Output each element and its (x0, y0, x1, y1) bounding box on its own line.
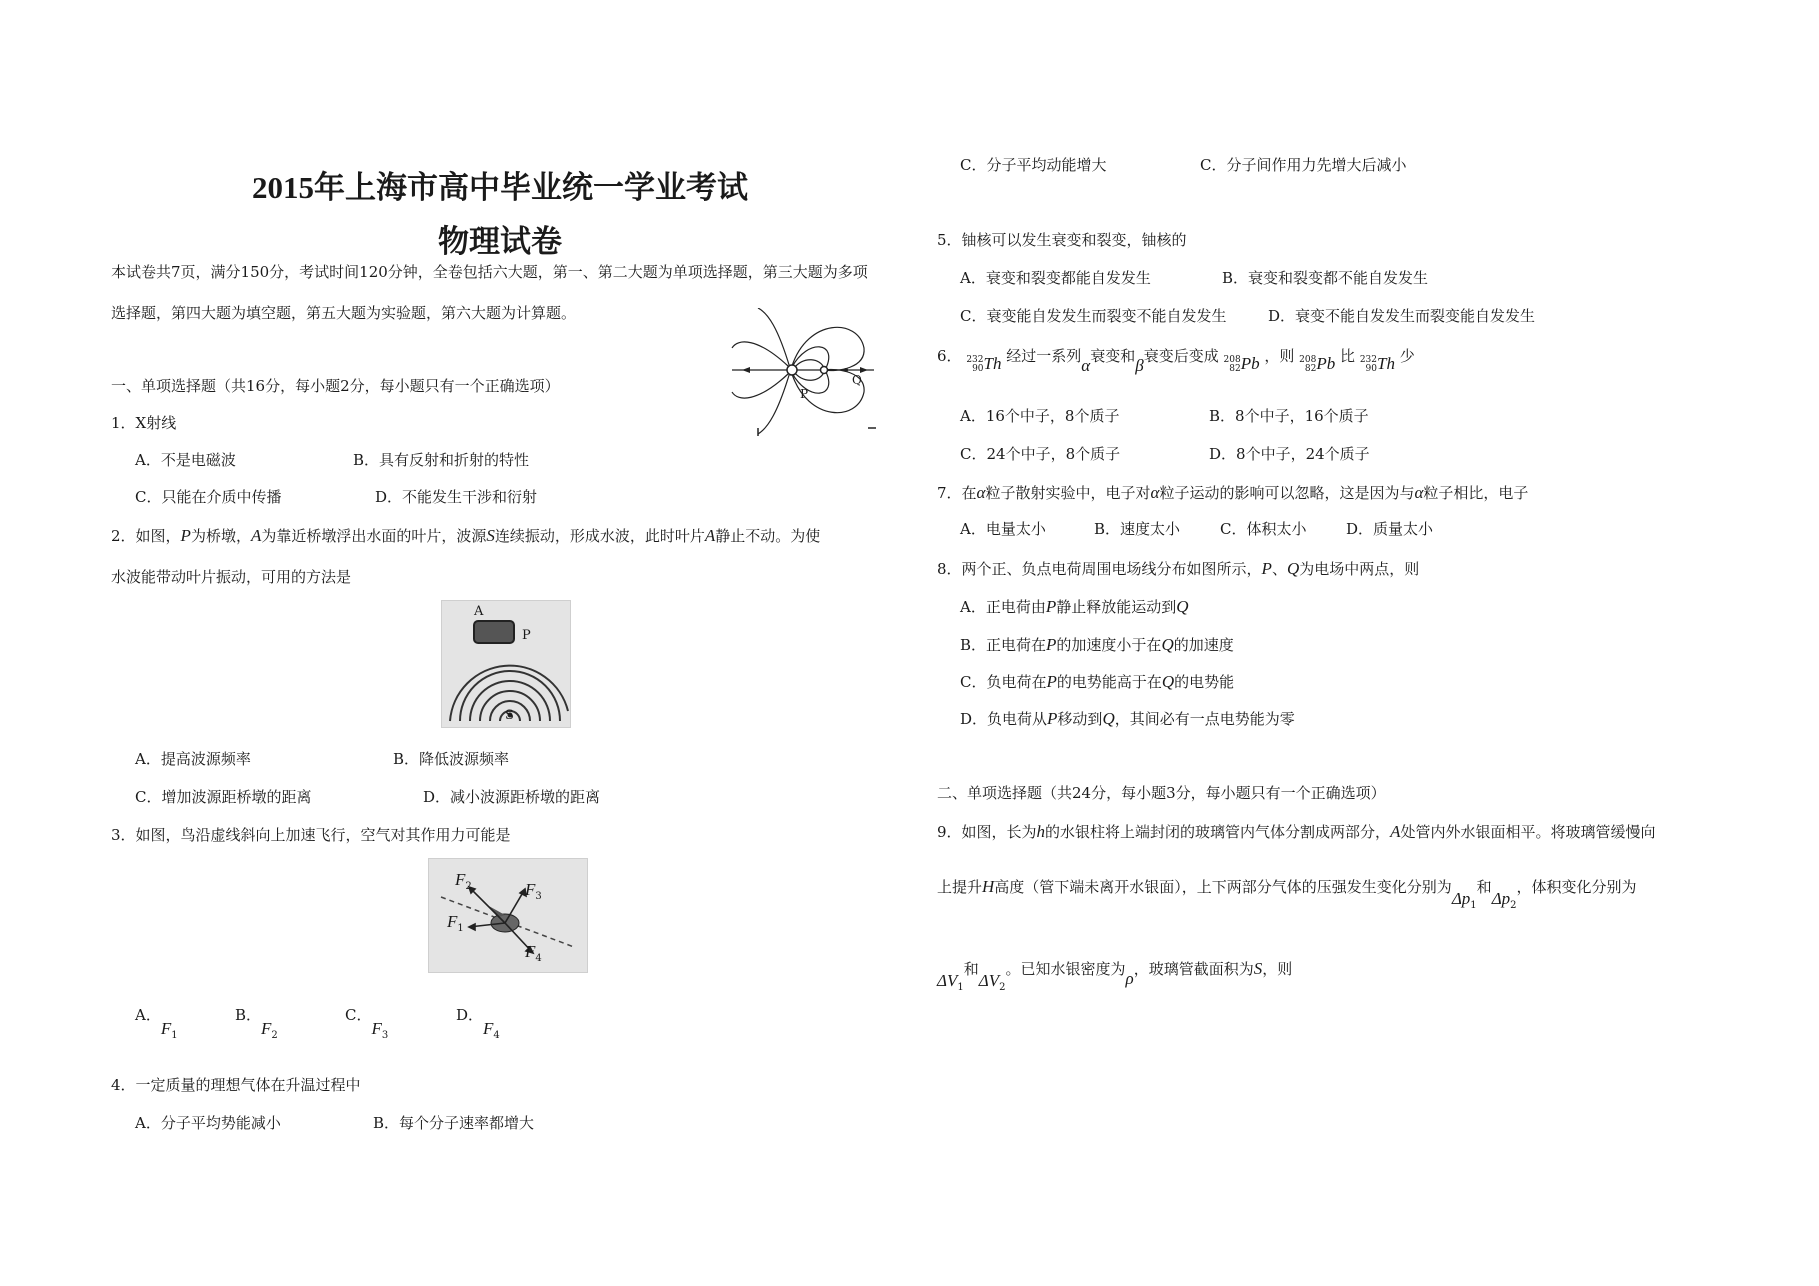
q2-var-a2: A (704, 526, 716, 545)
q7-alpha-2: α (1150, 483, 1160, 502)
q2-var-s: S (486, 526, 495, 545)
q8-figure-label-p: P (800, 387, 809, 401)
q9-dv2: ΔV (978, 971, 1000, 990)
q3-c-sub: 3 (381, 1030, 389, 1041)
exam-subtitle: 物理试卷 (438, 224, 562, 259)
q3-fig-f1-sub: 1 (457, 923, 464, 934)
q8-option-d (960, 710, 1295, 727)
q9-and-1: 和 (1476, 878, 1492, 896)
q6-lead-2 (1299, 353, 1335, 375)
q7-option-c: C．体积太小 (1220, 520, 1307, 538)
q8-b-end: 的加速度 (1173, 636, 1234, 654)
q9-l1-pre: 9．如图，长为 (937, 823, 1037, 841)
q6-t6: 少 (1399, 347, 1415, 365)
q6-t5: 比 (1340, 347, 1356, 365)
q5-option-a: A．衰变和裂变都能自发发生 (960, 269, 1151, 287)
q2-stem-mid2: 为靠近桥墩浮出水面的叶片，波源 (261, 527, 487, 545)
q9-var-h: h (1036, 822, 1046, 841)
q8-d-mid: 移动到 (1057, 710, 1103, 728)
q6-alpha: α (1081, 356, 1091, 375)
q3-fig-f4-sub: 4 (535, 953, 542, 964)
q6-thorium-1 (966, 353, 1001, 375)
q7-m3: 粒子相比，电子 (1423, 484, 1529, 502)
q1-option-a: A．不是电磁波 (135, 451, 236, 469)
q3-fig-f4-letter: F (525, 942, 536, 961)
q7-option-d: D．质量太小 (1346, 520, 1434, 538)
q3-fig-f1-letter: F (447, 912, 458, 931)
q5-stem: 5．铀核可以发生衰变和裂变，铀核的 (937, 231, 1187, 249)
q6-t3: 衰变后变成 (1143, 347, 1219, 365)
q9-l2-end: ，体积变化分别为 (1516, 878, 1637, 896)
q3-stem: 3．如图，鸟沿虚线斜向上加速飞行，空气对其作用力可能是 (111, 826, 511, 844)
section-1-heading: 一、单项选择题（共16分，每小题2分，每小题只有一个正确选项） (111, 377, 560, 395)
q8-c-p: P (1046, 672, 1057, 691)
q6-thorium-2 (1360, 353, 1395, 375)
q7-alpha-1: α (976, 483, 986, 502)
q3-a-sub: 1 (171, 1030, 178, 1041)
q8-c-q: Q (1161, 672, 1175, 691)
q4-option-c: C．分子平均动能增大 (960, 156, 1107, 174)
q4-option-b: B．每个分子速率都增大 (373, 1114, 535, 1132)
q8-c-mid: 的电势能高于在 (1056, 673, 1162, 691)
q8-a-mid: 静止释放能运动到 (1056, 598, 1177, 616)
intro-line-2: 选择题，第四大题为填空题，第五大题为实验题，第六大题为计算题。 (111, 304, 577, 322)
q6-t1: 经过一系列 (1006, 347, 1082, 365)
q6-th-mass: 232 (966, 355, 984, 365)
q8-b-q: Q (1161, 635, 1174, 654)
q8-figure-label-q: Q (852, 373, 862, 387)
q6-lead-1 (1224, 353, 1260, 375)
q3-d-f: F (483, 1019, 494, 1038)
q8-b-pre: B．正电荷在 (960, 636, 1047, 654)
q2-option-d: D．减小波源距桥墩的距离 (423, 788, 601, 806)
q8-var-p: P (1261, 559, 1272, 578)
q9-rho: ρ (1125, 969, 1134, 988)
q6-option-d: D．8个中子，24个质子 (1209, 445, 1370, 463)
q2-figure-label-a: A (474, 604, 484, 619)
q3-option-c (345, 1006, 389, 1041)
q6-th2-symbol: Th (1377, 354, 1395, 373)
q8-d-pre: D．负电荷从 (960, 710, 1048, 728)
q8-stem (937, 560, 1419, 577)
q9-var-a: A (1390, 822, 1401, 841)
q3-fig-f3-letter: F (525, 880, 536, 899)
q9-dv1: ΔV (937, 971, 958, 990)
q2-var-a: A (250, 526, 262, 545)
q2-stem-line-2: 水波能带动叶片振动，可用的方法是 (111, 568, 352, 586)
q9-line-1 (937, 823, 1655, 840)
q6-pb2-mass: 208 (1299, 355, 1317, 365)
q8-electric-field-figure (728, 308, 878, 438)
section-2-heading: 二、单项选择题（共24分，每小题3分，每小题只有一个正确选项） (937, 784, 1386, 802)
q9-var-s: S (1253, 959, 1263, 978)
q9-dp1-sub: 1 (1470, 900, 1477, 911)
exam-title: 2015年上海市高中毕业统一学业考试 (252, 170, 748, 205)
q6-option-b: B．8个中子，16个质子 (1209, 407, 1369, 425)
q6-th2-atomic: 90 (1365, 364, 1377, 374)
q6-pb-symbol: Pb (1240, 354, 1260, 373)
q4-option-d: C．分子间作用力先增大后减小 (1200, 156, 1407, 174)
q9-dv2-sub: 2 (999, 982, 1006, 993)
q3-figure-label-f4 (525, 943, 542, 964)
q8-option-c (960, 673, 1234, 690)
q2-option-a: A．提高波源频率 (135, 750, 251, 768)
q6-th-atomic: 90 (972, 364, 984, 374)
q4-stem: 4．一定质量的理想气体在升温过程中 (111, 1076, 361, 1094)
q9-l3-mid2: ，玻璃管截面积为 (1133, 960, 1254, 978)
q2-stem-pre: 2．如图， (111, 527, 181, 545)
q8-d-end: ，其间必有一点电势能为零 (1114, 710, 1295, 728)
q6-pb-mass: 208 (1223, 355, 1241, 365)
q9-l2-mid: 高度（管下端未离开水银面），上下两部分气体的压强发生变化分别为 (994, 878, 1452, 896)
q6-stem (937, 345, 1415, 375)
q3-fig-f2-sub: 2 (465, 881, 472, 892)
q8-d-q: Q (1102, 709, 1115, 728)
q7-option-b: B．速度太小 (1094, 520, 1181, 538)
q2-water-wave-figure (441, 600, 571, 728)
q3-b-f: F (261, 1019, 272, 1038)
q3-figure-label-f2 (455, 871, 472, 892)
q6-pb2-atomic: 82 (1304, 364, 1317, 374)
q3-d-label: D． (456, 1006, 484, 1024)
q2-figure-label-s: S (505, 708, 514, 723)
q6-pb-atomic: 82 (1229, 364, 1241, 374)
q2-option-c: C．增加波源距桥墩的距离 (135, 788, 312, 806)
q3-bird-force-figure (428, 858, 588, 973)
q9-line-3 (937, 959, 1293, 993)
q9-dp1: Δp (1451, 889, 1471, 908)
q8-sep: 、 (1271, 560, 1287, 578)
q8-a-pre: A．正电荷由 (960, 598, 1046, 616)
q3-c-label: C． (345, 1006, 372, 1024)
q7-pre: 7．在 (937, 484, 977, 502)
q3-option-a (135, 1006, 178, 1041)
q6-pb2-symbol: Pb (1316, 354, 1336, 373)
q6-num: 6． (937, 347, 962, 365)
q9-l1-mid: 的水银柱将上端封闭的玻璃管内气体分割成两部分， (1045, 823, 1391, 841)
q6-th-symbol: Th (983, 354, 1002, 373)
q8-c-pre: C．负电荷在 (960, 673, 1047, 691)
q1-option-d: D．不能发生干涉和衍射 (375, 488, 538, 506)
q9-l2-pre: 上提升 (937, 878, 983, 896)
q3-fig-f3-sub: 3 (535, 891, 542, 902)
q3-b-sub: 2 (271, 1030, 278, 1041)
q9-and-2: 和 (963, 960, 979, 978)
q7-alpha-3: α (1414, 483, 1424, 502)
q3-fig-f2-letter: F (455, 870, 466, 889)
q3-a-f: F (160, 1019, 172, 1038)
q8-pre: 8．两个正、负点电荷周围电场线分布如图所示， (937, 560, 1262, 578)
q8-a-q: Q (1176, 597, 1189, 616)
q2-stem-line-1 (111, 527, 820, 544)
q8-b-mid: 的加速度小于在 (1056, 636, 1162, 654)
q8-var-q: Q (1286, 559, 1300, 578)
q1-option-b: B．具有反射和折射的特性 (353, 451, 530, 469)
q8-b-p: P (1046, 635, 1057, 654)
q7-stem (937, 484, 1528, 501)
q9-l3-end: ，则 (1262, 960, 1293, 978)
q3-a-label: A． (135, 1006, 161, 1024)
q1-stem: 1．X射线 (111, 414, 177, 432)
q5-option-c: C．衰变能自发发生而裂变不能自发发生 (960, 307, 1227, 325)
q8-option-b (960, 636, 1234, 653)
q9-dp2: Δp (1491, 889, 1511, 908)
q1-option-c: C．只能在介质中传播 (135, 488, 282, 506)
q3-figure-label-f3 (525, 881, 542, 902)
q6-t2: 衰变和 (1090, 347, 1136, 365)
q6-option-c: C．24个中子，8个质子 (960, 445, 1121, 463)
intro-line-1: 本试卷共7页，满分150分，考试时间120分钟，全卷包括六大题，第一、第二大题为单项选择题，第三大题为多项 (111, 263, 868, 281)
q3-d-sub: 4 (493, 1030, 500, 1041)
q6-beta: β (1135, 356, 1144, 375)
q2-figure-label-p: P (522, 628, 531, 643)
q3-c-f: F (371, 1019, 382, 1038)
q9-var-H: H (982, 877, 995, 896)
q9-l3-mid: 。已知水银密度为 (1005, 960, 1126, 978)
q3-option-b (235, 1006, 278, 1041)
q8-post: 为电场中两点，则 (1299, 560, 1420, 578)
q5-option-d: D．衰变不能自发发生而裂变能自发发生 (1268, 307, 1536, 325)
q3-option-d (456, 1006, 500, 1041)
q2-stem-mid1: 为桥墩， (190, 527, 251, 545)
q6-th2-mass: 232 (1359, 355, 1377, 365)
q7-option-a: A．电量太小 (960, 520, 1046, 538)
q9-l1-end: 处管内外水银面相平。将玻璃管缓慢向 (1400, 823, 1656, 841)
q6-t4: ，则 (1264, 347, 1295, 365)
q9-dv1-sub: 1 (957, 982, 964, 993)
q3-figure-label-f1 (447, 913, 464, 934)
q8-d-p: P (1047, 709, 1058, 728)
q2-stem-mid3: 连续振动，形成水波，此时叶片 (494, 527, 705, 545)
q8-c-end: 的电势能 (1174, 673, 1235, 691)
q7-m2: 粒子运动的影响可以忽略，这是因为与 (1159, 484, 1415, 502)
q3-b-label: B． (235, 1006, 262, 1024)
q7-m1: 粒子散射实验中，电子对 (985, 484, 1151, 502)
q2-option-b: B．降低波源频率 (393, 750, 510, 768)
q9-dp2-sub: 2 (1510, 900, 1517, 911)
q9-line-2 (937, 877, 1637, 911)
q8-a-p: P (1045, 597, 1057, 616)
q5-option-b: B．衰变和裂变都不能自发发生 (1222, 269, 1429, 287)
q6-option-a: A．16个中子，8个质子 (960, 407, 1120, 425)
q8-option-a (960, 598, 1189, 615)
q2-stem-end: 静止不动。为使 (715, 527, 821, 545)
q2-var-p: P (180, 526, 191, 545)
q4-option-a: A．分子平均势能减小 (135, 1114, 281, 1132)
